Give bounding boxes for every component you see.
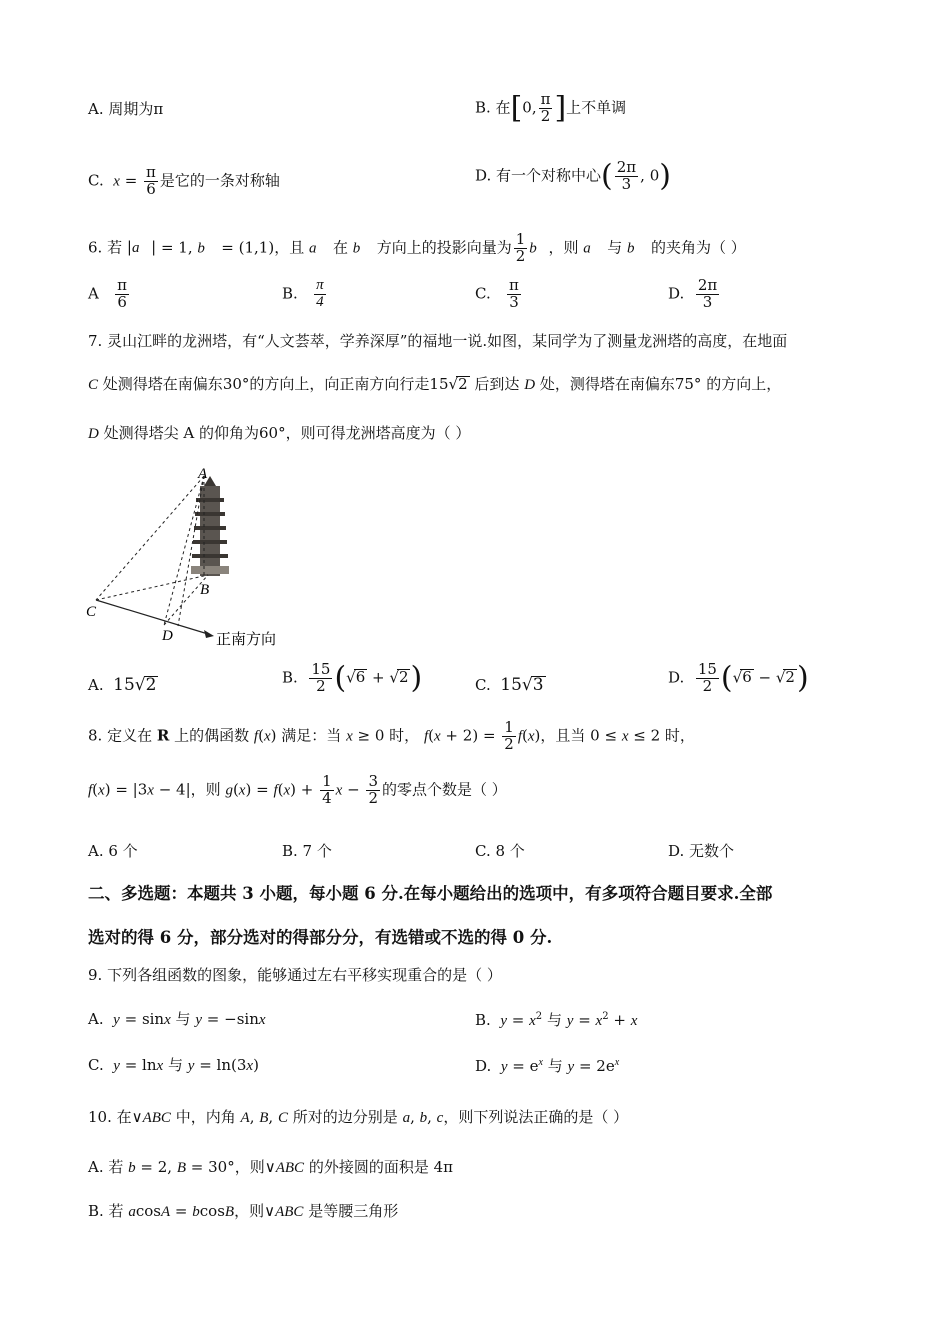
q10-option-b: B. 若 acosA = bcosB，则∨ABC 是等腰三角形 — [88, 1202, 399, 1220]
section2-heading-line-1: 二、多选题：本题共 3 小题，每小题 6 分.在每小题给出的选项中，有多项符合题目要求.全部 — [88, 884, 773, 903]
q7-line-1: 7. 灵山江畔的龙洲塔，有“人文荟萃，学养深厚”的福地一说.如图，某同学为了测量龙洲塔的高度，在地面 — [88, 332, 788, 350]
label-c: C — [86, 604, 97, 620]
q7-option-d: D. $\frac{15}{2}$ (√6 − √2) — [668, 660, 809, 696]
q10-option-a: A. 若 b = 2, B = 30°，则∨ABC 的外接圆的面积是 4π — [88, 1158, 454, 1176]
q5-option-b: B. 在[0, $\frac{\pi}{2}$ ]上不单调 — [475, 90, 627, 126]
q10-stem: 10. 在∨ABC 中，内角 A, B, C 所对的边分别是 a, b, c，则下列说法正确的是（ ） — [88, 1108, 629, 1126]
q8-option-d: D. 无数个 — [668, 842, 735, 860]
q8-option-a: A. 6 个 — [88, 842, 138, 860]
q6-stem: 6. 若 |a⃗| = 1, b⃗ = (1,1)，且 a⃗ 在 b⃗ 方向上的投影向量为 $\frac{1}{2}$ b⃗，则 a⃗ 与 b⃗ 的夹角为（ ） — [88, 230, 746, 265]
label-a: A — [198, 466, 208, 482]
q9-option-d: D. $y = e^x$ 与 $y = 2e^x$ — [475, 1057, 620, 1075]
q7-option-c: C. 15√3 — [475, 675, 544, 695]
q8-option-b: B. 7 个 — [282, 842, 332, 860]
q9-option-b: B. $y = x^2$ 与 $y = x^2 + x$ — [475, 1011, 638, 1029]
q8-stem: 8. 定义在 R 上的偶函数 f(x) 满足：当 x ≥ 0 时， f(x + 2) = $\frac{1}{2}$ f(x)，且当 0 ≤ x ≤ 2 时， — [88, 718, 695, 753]
q8-line-2: f(x) = |3x − 4|，则 g(x) = f(x) + $\frac{1}{4}$ x − $\frac{3}{2}$ 的零点个数是（ ） — [88, 772, 507, 807]
q7-line-2: C 处测得塔在南偏东30°的方向上，向正南方向行走15√2 后到达 D 处，测得塔在南偏东75° 的方向上， — [88, 375, 782, 393]
q9-option-c: C. y = lnx 与 y = ln(3x) — [88, 1056, 259, 1074]
figure-lines — [96, 476, 208, 626]
arrow-head-icon — [204, 630, 214, 638]
q5-option-d: D. 有一个对称中心( $\frac{2\pi}{3}$ , 0) — [475, 158, 671, 194]
q6-option-d: D. $\frac{2\pi}{3}$ — [668, 276, 718, 311]
q7-option-b: B. $\frac{15}{2}$ (√6 + √2) — [282, 660, 423, 696]
direction-label: 正南方向 — [216, 632, 277, 648]
q9-stem: 9. 下列各组函数的图象，能够通过左右平移实现重合的是（ ） — [88, 966, 502, 984]
q8-option-c: C. 8 个 — [475, 842, 525, 860]
tower-image — [191, 476, 229, 576]
q5-option-a: A. 周期为π — [88, 100, 164, 118]
q6-option-a: A $\frac{\pi}{6}$ — [88, 276, 128, 311]
section2-heading-line-2: 选对的得 6 分，部分选对的得部分分，有选错或不选的得 0 分. — [88, 928, 553, 947]
q7-option-a: A. 15√2 — [88, 675, 157, 695]
q7-line-3: D 处测得塔尖 A 的仰角为60°，则可得龙洲塔高度为（ ） — [88, 424, 471, 442]
q6-option-b: B. $\frac{\pi}{4}$ — [282, 277, 324, 310]
q5-option-c: C. x = $\frac{\pi}{6}$ 是它的一条对称轴 — [88, 163, 280, 198]
q9-option-a: A. y = sinx 与 y = −sinx — [88, 1010, 266, 1028]
q6-option-c: C. $\frac{\pi}{3}$ — [475, 276, 519, 311]
label-b: B — [200, 582, 210, 598]
label-d: D — [162, 628, 173, 644]
tower-figure — [80, 462, 310, 657]
